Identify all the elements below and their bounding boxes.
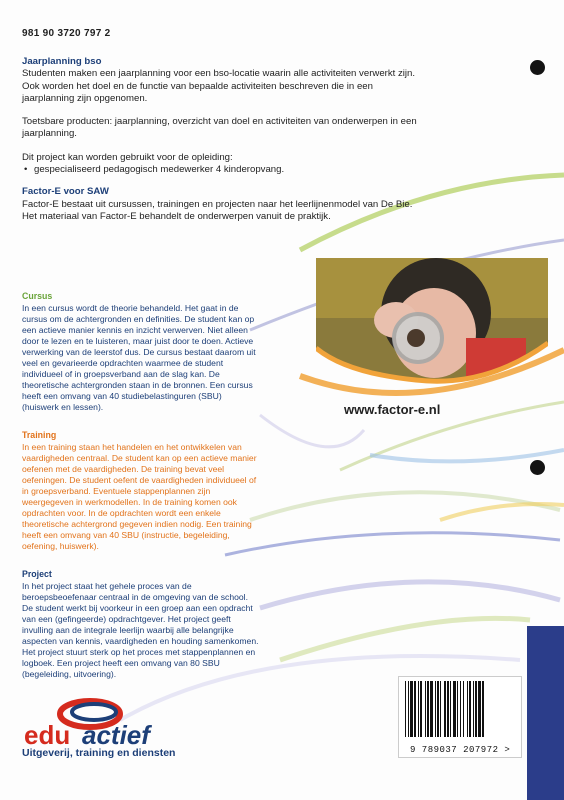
barcode-bar <box>463 681 464 737</box>
cursus-text: In een cursus wordt de theorie behandeld. Het gaat in de cursus om de achtergronden en definities. De student kan op een actieve manier kennis en inzicht verwerven. Niet alleen door te lezen en te luisteren, maar juist door te doen. Actieve verwerking van de leerstof dus. De cursus bestaat daarom uit veel en gevarieerde opdrachten waarmee de student individueel of in groepsverband aan de slag kan. De theoretische achtergronden staan in de bronnen. Een cursus heeft een omvang van 40 studiebelastinguren (SBU) (huiswerk en lessen). <box>22 303 256 412</box>
logo-edu: edu <box>24 720 71 750</box>
barcode-bar <box>460 681 461 737</box>
intro-bullet-list <box>22 164 417 176</box>
punch-hole <box>530 60 545 75</box>
logo-tagline: Uitgeverij, training en diensten <box>22 747 176 759</box>
barcode-bar <box>453 681 456 737</box>
barcode-bar <box>457 681 458 737</box>
intro-bullet: • gespecialiseerd pedagogisch medewerker 4 kinderopvang. <box>34 164 417 176</box>
project-section <box>22 569 260 680</box>
blue-edge-strip <box>527 626 564 800</box>
cursus-section <box>22 291 260 413</box>
child-magnifier-photo <box>316 258 548 388</box>
barcode-bar <box>420 681 422 737</box>
training-section <box>22 430 260 552</box>
intro-block <box>22 56 417 234</box>
training-text: In een training staan het handelen en het ontwikkelen van vaardigheden centraal. De student kan op een actieve manier oefenen met de vaardigheden. De training bevat veel oefeningen. De student oefent de vaardigheden individueel of in groepsverband. Eventuele stappenplannen zijn weergegeven in werkmodellen. In de training komen ook opdrachten voor. In de opdrachten wordt een enkele theoretische achtergrond gegeven indien nodig. Een training heeft een omvang van 40 SBU (instructie, begeleiding, oefening, huiswerk). <box>22 442 257 551</box>
barcode-bar <box>478 681 481 737</box>
project-text: In het project staat het gehele proces van de beroepsbeoefenaar centraal in de omgeving van de school. De student werkt bij voorkeur in een groep aan een opdracht van een (gefingeerde) opdrachtgever. Het project geeft invulling aan de integrale leerlijn waarbij alle belangrijke aspecten van kennis, vaardigheden en houding samenkomen. Het project stuurt sterk op het proces met stappenplannen en logboek. Een project heeft een omvang van 80 SBU (begeleiding, uitvoering). <box>22 581 259 679</box>
factor-heading: Factor-E voor SAW <box>22 186 109 198</box>
barcode-bar <box>450 681 451 737</box>
barcode-bar <box>437 681 439 737</box>
website-url[interactable]: www.factor-e.nl <box>344 402 441 417</box>
barcode-bar <box>473 681 474 737</box>
logo-actief: actief <box>82 720 150 750</box>
barcode-bar <box>482 681 484 737</box>
training-heading: Training <box>22 430 57 440</box>
intro-paragraph-1: Studenten maken een jaarplanning voor een bso-locatie waarin alle activiteiten verwerkt zijn. Ook worden het doel en de functie van bepaalde activiteiten beschreven die in een jaarplanning zijn opgenomen. <box>22 68 416 104</box>
barcode-bar <box>427 681 429 737</box>
barcode-bar <box>435 681 436 737</box>
barcode-bar <box>467 681 468 737</box>
punch-hole <box>530 460 545 475</box>
isbn-top: 981 90 3720 797 2 <box>22 28 111 39</box>
barcode-bar <box>408 681 409 737</box>
barcode-bar <box>444 681 446 737</box>
barcode-bar <box>447 681 449 737</box>
cursus-heading: Cursus <box>22 291 53 301</box>
barcode-bars <box>399 677 521 739</box>
barcode-number: 9 789037 207972 > <box>410 745 511 755</box>
factor-text: Factor-E bestaat uit cursussen, trainingen en projecten naar het leerlijnenmodel van De Bie. Het materiaal van Factor-E behandelt de onderwerpen vanuit de praktijk. <box>22 198 413 222</box>
barcode-bar <box>410 681 413 737</box>
intro-heading: Jaarplanning bso <box>22 56 102 67</box>
barcode-bar <box>475 681 477 737</box>
barcode-bar <box>425 681 426 737</box>
barcode-bar <box>430 681 433 737</box>
barcode-bar <box>418 681 419 737</box>
intro-paragraph-2: Toetsbare producten: jaarplanning, overzicht van doel en activiteiten van onderwerpen in een jaarplanning. <box>22 116 417 140</box>
barcode-bar <box>405 681 406 737</box>
intro-paragraph-3: Dit project kan worden gebruikt voor de opleiding: <box>22 151 233 163</box>
project-heading: Project <box>22 569 52 579</box>
barcode-bar <box>469 681 471 737</box>
barcode-bar <box>440 681 441 737</box>
barcode-bar <box>414 681 416 737</box>
